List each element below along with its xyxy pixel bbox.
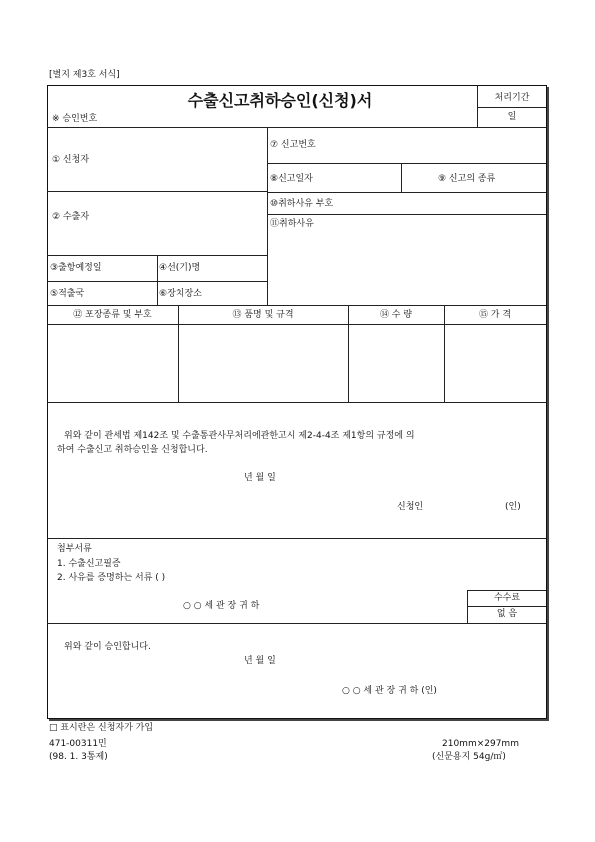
approval-number-label: ※ 승인번호 bbox=[52, 114, 98, 124]
departure-date-label: ③출항예정일 bbox=[50, 263, 102, 273]
paper-size: 210mm×297mm bbox=[442, 739, 519, 749]
declaration-text-2: 하여 수출신고 취하승인을 신청합니다. bbox=[57, 445, 208, 455]
declaration-number-label: ⑦ 신고번호 bbox=[270, 140, 316, 150]
approval-date: 년 월 일 bbox=[244, 656, 276, 666]
destination-label: ⑤적출국 bbox=[50, 289, 85, 299]
applicant-label: ① 신청자 bbox=[52, 155, 90, 165]
approval-signature: ○ ○ 세 관 장 귀 하 (인) bbox=[342, 686, 437, 696]
goods-header-price: ⑮ 가 격 bbox=[478, 310, 512, 320]
fee-label: 수수료 bbox=[493, 593, 521, 603]
application-date: 년 월 일 bbox=[244, 473, 276, 483]
attachments-title: 첨부서류 bbox=[57, 544, 92, 554]
processing-period-label: 처리기간 bbox=[494, 93, 530, 103]
attachment-item-2: 2. 사유를 증명하는 서류 ( ) bbox=[57, 573, 166, 583]
form-number: [별지 제3호 서식] bbox=[49, 70, 120, 80]
exporter-label: ② 수출자 bbox=[52, 212, 90, 222]
paper-type: (신문용지 54g/㎡) bbox=[432, 752, 506, 762]
footer-note: □ 표시란은 신청자가 가입 bbox=[49, 723, 154, 733]
processing-period-value: 일 bbox=[507, 112, 517, 122]
attachment-item-1: 1. 수출신고필증 bbox=[57, 559, 121, 569]
declaration-type-label: ⑨ 신고의 종류 bbox=[438, 174, 496, 184]
customs-addressee: ○ ○ 세 관 장 귀 하 bbox=[183, 601, 260, 611]
fee-value: 없 음 bbox=[496, 609, 518, 619]
declaration-text-1: 위와 같이 관세법 제142조 및 수출통관사무처리에관한고시 제2-4-4조 제1항의 규정에 의 bbox=[64, 431, 415, 441]
goods-header-quantity: ⑭ 수 량 bbox=[379, 310, 413, 320]
applicant-seal: (인) bbox=[505, 502, 521, 512]
withdraw-reason-label: ⑪취하사유 bbox=[270, 219, 314, 229]
footer-date: (98. 1. 3통제) bbox=[49, 752, 108, 762]
withdraw-code-label: ⑩취하사유 부호 bbox=[270, 199, 334, 209]
location-label: ⑥장치장소 bbox=[159, 289, 202, 299]
footer-code: 471-00311민 bbox=[49, 739, 107, 749]
page-title: 수출신고취하승인(신청)서 bbox=[187, 91, 373, 110]
ship-name-label: ④선(기)명 bbox=[159, 263, 201, 273]
goods-header-name: ⑬ 품명 및 규격 bbox=[232, 310, 294, 320]
applicant-signer-label: 신청인 bbox=[397, 502, 424, 512]
goods-header-package: ⑫ 포장종류 및 부호 bbox=[73, 310, 152, 320]
declaration-date-label: ⑧신고일자 bbox=[270, 174, 313, 184]
approval-text: 위와 같이 승인합니다. bbox=[64, 642, 151, 652]
